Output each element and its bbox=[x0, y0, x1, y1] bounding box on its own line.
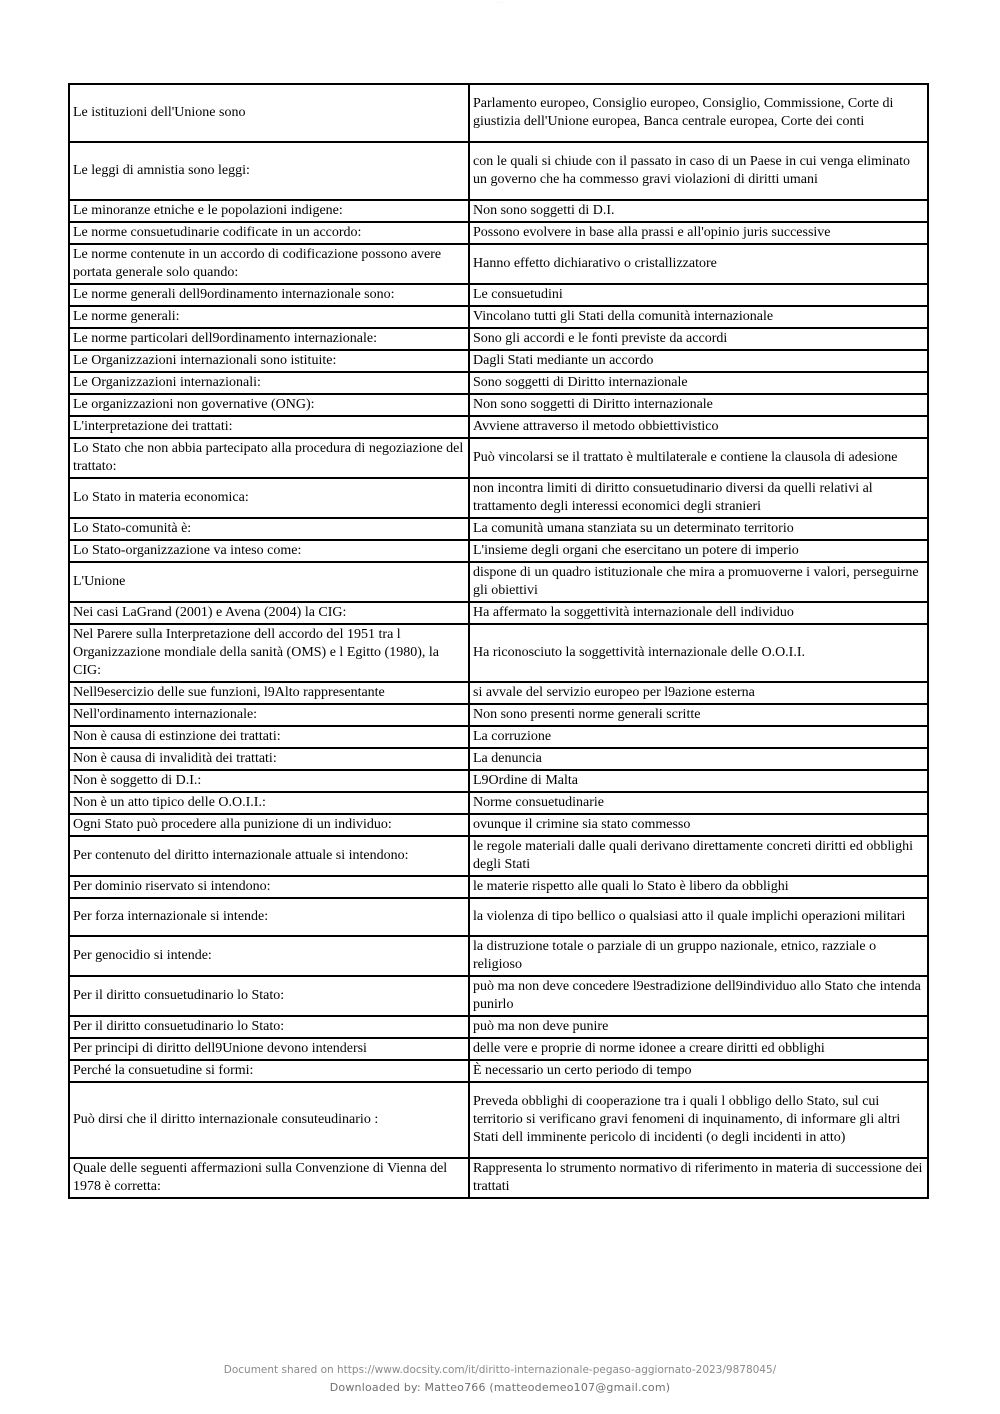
table-row bbox=[69, 284, 928, 306]
answer-cell: Possono evolvere in base alla prassi e all'opinio juris successive bbox=[469, 222, 928, 244]
table-row bbox=[69, 416, 928, 438]
table-row bbox=[69, 602, 928, 624]
answer-cell: Non sono soggetti di D.I. bbox=[469, 200, 928, 222]
table-row bbox=[69, 372, 928, 394]
table-row bbox=[69, 770, 928, 792]
table-row bbox=[69, 478, 928, 518]
table-row bbox=[69, 1082, 928, 1158]
question-cell: Lo Stato in materia economica: bbox=[69, 478, 469, 518]
answer-cell: L9Ordine di Malta bbox=[469, 770, 928, 792]
question-cell: Lo Stato-comunità è: bbox=[69, 518, 469, 540]
answer-cell: La corruzione bbox=[469, 726, 928, 748]
table-row bbox=[69, 200, 928, 222]
answer-cell: Norme consuetudinarie bbox=[469, 792, 928, 814]
table-row bbox=[69, 394, 928, 416]
table-row bbox=[69, 876, 928, 898]
question-cell: Per forza internazionale si intende: bbox=[69, 898, 469, 936]
table-row bbox=[69, 518, 928, 540]
answer-cell: Sono soggetti di Diritto internazionale bbox=[469, 372, 928, 394]
question-cell: Le norme consuetudinarie codificate in un accordo: bbox=[69, 222, 469, 244]
answer-cell: Preveda obblighi di cooperazione tra i quali l obbligo dello Stato, sul cui territorio si verificano gravi fenomeni di inquinamento, di informare gli altri Stati dell imminente pericolo di incidenti (o degli incidenti in atto) bbox=[469, 1082, 928, 1158]
table-row bbox=[69, 142, 928, 200]
question-cell: Le norme generali dell9ordinamento internazionale sono: bbox=[69, 284, 469, 306]
table-row bbox=[69, 792, 928, 814]
answer-cell: La comunità umana stanziata su un determinato territorio bbox=[469, 518, 928, 540]
answer-cell: si avvale del servizio europeo per l9azione esterna bbox=[469, 682, 928, 704]
question-cell: Nell'ordinamento internazionale: bbox=[69, 704, 469, 726]
table-row bbox=[69, 222, 928, 244]
answer-cell: la distruzione totale o parziale di un gruppo nazionale, etnico, razziale o religioso bbox=[469, 936, 928, 976]
question-cell: Le Organizzazioni internazionali sono istituite: bbox=[69, 350, 469, 372]
answer-cell: La denuncia bbox=[469, 748, 928, 770]
question-cell: Quale delle seguenti affermazioni sulla Convenzione di Vienna del 1978 è corretta: bbox=[69, 1158, 469, 1198]
footer-shared-url: Document shared on https://www.docsity.com/it/diritto-internazionale-pegaso-aggiornato-2023/9878045/ bbox=[223, 1364, 777, 1376]
question-cell: Per dominio riservato si intendono: bbox=[69, 876, 469, 898]
answer-cell: L'insieme degli organi che esercitano un potere di imperio bbox=[469, 540, 928, 562]
answer-cell: Dagli Stati mediante un accordo bbox=[469, 350, 928, 372]
table-row bbox=[69, 682, 928, 704]
answer-cell: Rappresenta lo strumento normativo di riferimento in materia di successione dei trattati bbox=[469, 1158, 928, 1198]
question-cell: Perché la consuetudine si formi: bbox=[69, 1060, 469, 1082]
table-body bbox=[69, 84, 928, 1198]
table-row bbox=[69, 350, 928, 372]
table-row bbox=[69, 1158, 928, 1198]
table-row bbox=[69, 898, 928, 936]
table-row bbox=[69, 328, 928, 350]
question-cell: Nell9esercizio delle sue funzioni, l9Alto rappresentante bbox=[69, 682, 469, 704]
question-cell: Per il diritto consuetudinario lo Stato: bbox=[69, 1016, 469, 1038]
question-cell: Ogni Stato può procedere alla punizione di un individuo: bbox=[69, 814, 469, 836]
answer-cell: può ma non deve punire bbox=[469, 1016, 928, 1038]
table-row bbox=[69, 726, 928, 748]
table-row bbox=[69, 704, 928, 726]
answer-cell: Può vincolarsi se il trattato è multilaterale e contiene la clausola di adesione bbox=[469, 438, 928, 478]
answer-cell: Ha affermato la soggettività internazionale dell individuo bbox=[469, 602, 928, 624]
table-row bbox=[69, 836, 928, 876]
answer-cell: Sono gli accordi e le fonti previste da accordi bbox=[469, 328, 928, 350]
table-row bbox=[69, 976, 928, 1016]
page-watermark: ......... bbox=[496, 0, 504, 4]
table-row bbox=[69, 438, 928, 478]
question-cell: Lo Stato-organizzazione va inteso come: bbox=[69, 540, 469, 562]
answer-cell: Le consuetudini bbox=[469, 284, 928, 306]
question-cell: Le norme generali: bbox=[69, 306, 469, 328]
answer-cell: Avviene attraverso il metodo obbiettivistico bbox=[469, 416, 928, 438]
answer-cell: le materie rispetto alle quali lo Stato è libero da obblighi bbox=[469, 876, 928, 898]
table-row bbox=[69, 1038, 928, 1060]
question-cell: L'interpretazione dei trattati: bbox=[69, 416, 469, 438]
question-cell: Le organizzazioni non governative (ONG): bbox=[69, 394, 469, 416]
answer-cell: dispone di un quadro istituzionale che mira a promuoverne i valori, perseguirne gli obiettivi bbox=[469, 562, 928, 602]
question-cell: Le norme particolari dell9ordinamento internazionale: bbox=[69, 328, 469, 350]
answer-cell: ovunque il crimine sia stato commesso bbox=[469, 814, 928, 836]
question-cell: Non è un atto tipico delle O.O.I.I.: bbox=[69, 792, 469, 814]
answer-cell: Hanno effetto dichiarativo o cristallizzatore bbox=[469, 244, 928, 284]
answer-cell: la violenza di tipo bellico o qualsiasi atto il quale implichi operazioni militari bbox=[469, 898, 928, 936]
question-cell: Le Organizzazioni internazionali: bbox=[69, 372, 469, 394]
table-row bbox=[69, 1060, 928, 1082]
answer-cell: con le quali si chiude con il passato in caso di un Paese in cui venga eliminato un governo che ha commesso gravi violazioni di diritti umani bbox=[469, 142, 928, 200]
answer-cell: Parlamento europeo, Consiglio europeo, Consiglio, Commissione, Corte di giustizia dell'Unione europea, Banca centrale europea, Corte dei conti bbox=[469, 84, 928, 142]
answer-cell: È necessario un certo periodo di tempo bbox=[469, 1060, 928, 1082]
question-cell: Per principi di diritto dell9Unione devono intendersi bbox=[69, 1038, 469, 1060]
question-cell: Per genocidio si intende: bbox=[69, 936, 469, 976]
question-cell: Lo Stato che non abbia partecipato alla procedura di negoziazione del trattato: bbox=[69, 438, 469, 478]
table-row bbox=[69, 84, 928, 142]
answer-cell: può ma non deve concedere l9estradizione dell9individuo allo Stato che intenda punirlo bbox=[469, 976, 928, 1016]
question-cell: Nel Parere sulla Interpretazione dell accordo del 1951 tra l Organizzazione mondiale della sanità (OMS) e l Egitto (1980), la CIG: bbox=[69, 624, 469, 682]
table-row bbox=[69, 306, 928, 328]
answer-cell: non incontra limiti di diritto consuetudinario diversi da quelli relativi al trattamento degli interessi economici degli stranieri bbox=[469, 478, 928, 518]
question-cell: L'Unione bbox=[69, 562, 469, 602]
question-cell: Può dirsi che il diritto internazionale consuteudinario : bbox=[69, 1082, 469, 1158]
table-row bbox=[69, 244, 928, 284]
table-row bbox=[69, 814, 928, 836]
question-cell: Le leggi di amnistia sono leggi: bbox=[69, 142, 469, 200]
table-row bbox=[69, 540, 928, 562]
answer-cell: Ha riconosciuto la soggettività internazionale delle O.O.I.I. bbox=[469, 624, 928, 682]
question-cell: Nei casi LaGrand (2001) e Avena (2004) la CIG: bbox=[69, 602, 469, 624]
footer-downloaded-by: Downloaded by: Matteo766 (matteodemeo107@gmail.com) bbox=[329, 1381, 671, 1394]
question-cell: Non è causa di invalidità dei trattati: bbox=[69, 748, 469, 770]
question-cell: Non è causa di estinzione dei trattati: bbox=[69, 726, 469, 748]
question-cell: Le minoranze etniche e le popolazioni indigene: bbox=[69, 200, 469, 222]
question-cell: Per contenuto del diritto internazionale attuale si intendono: bbox=[69, 836, 469, 876]
answer-cell: delle vere e proprie di norme idonee a creare diritti ed obblighi bbox=[469, 1038, 928, 1060]
table-row bbox=[69, 936, 928, 976]
table-row bbox=[69, 1016, 928, 1038]
answer-cell: Non sono presenti norme generali scritte bbox=[469, 704, 928, 726]
question-answer-table bbox=[68, 83, 929, 1199]
answer-cell: Vincolano tutti gli Stati della comunità internazionale bbox=[469, 306, 928, 328]
answer-cell: Non sono soggetti di Diritto internazionale bbox=[469, 394, 928, 416]
question-cell: Le istituzioni dell'Unione sono bbox=[69, 84, 469, 142]
question-cell: Le norme contenute in un accordo di codificazione possono avere portata generale solo quando: bbox=[69, 244, 469, 284]
answer-cell: le regole materiali dalle quali derivano direttamente concreti diritti ed obblighi degli Stati bbox=[469, 836, 928, 876]
question-cell: Non è soggetto di D.I.: bbox=[69, 770, 469, 792]
table-row bbox=[69, 748, 928, 770]
table-row bbox=[69, 624, 928, 682]
table-row bbox=[69, 562, 928, 602]
question-cell: Per il diritto consuetudinario lo Stato: bbox=[69, 976, 469, 1016]
